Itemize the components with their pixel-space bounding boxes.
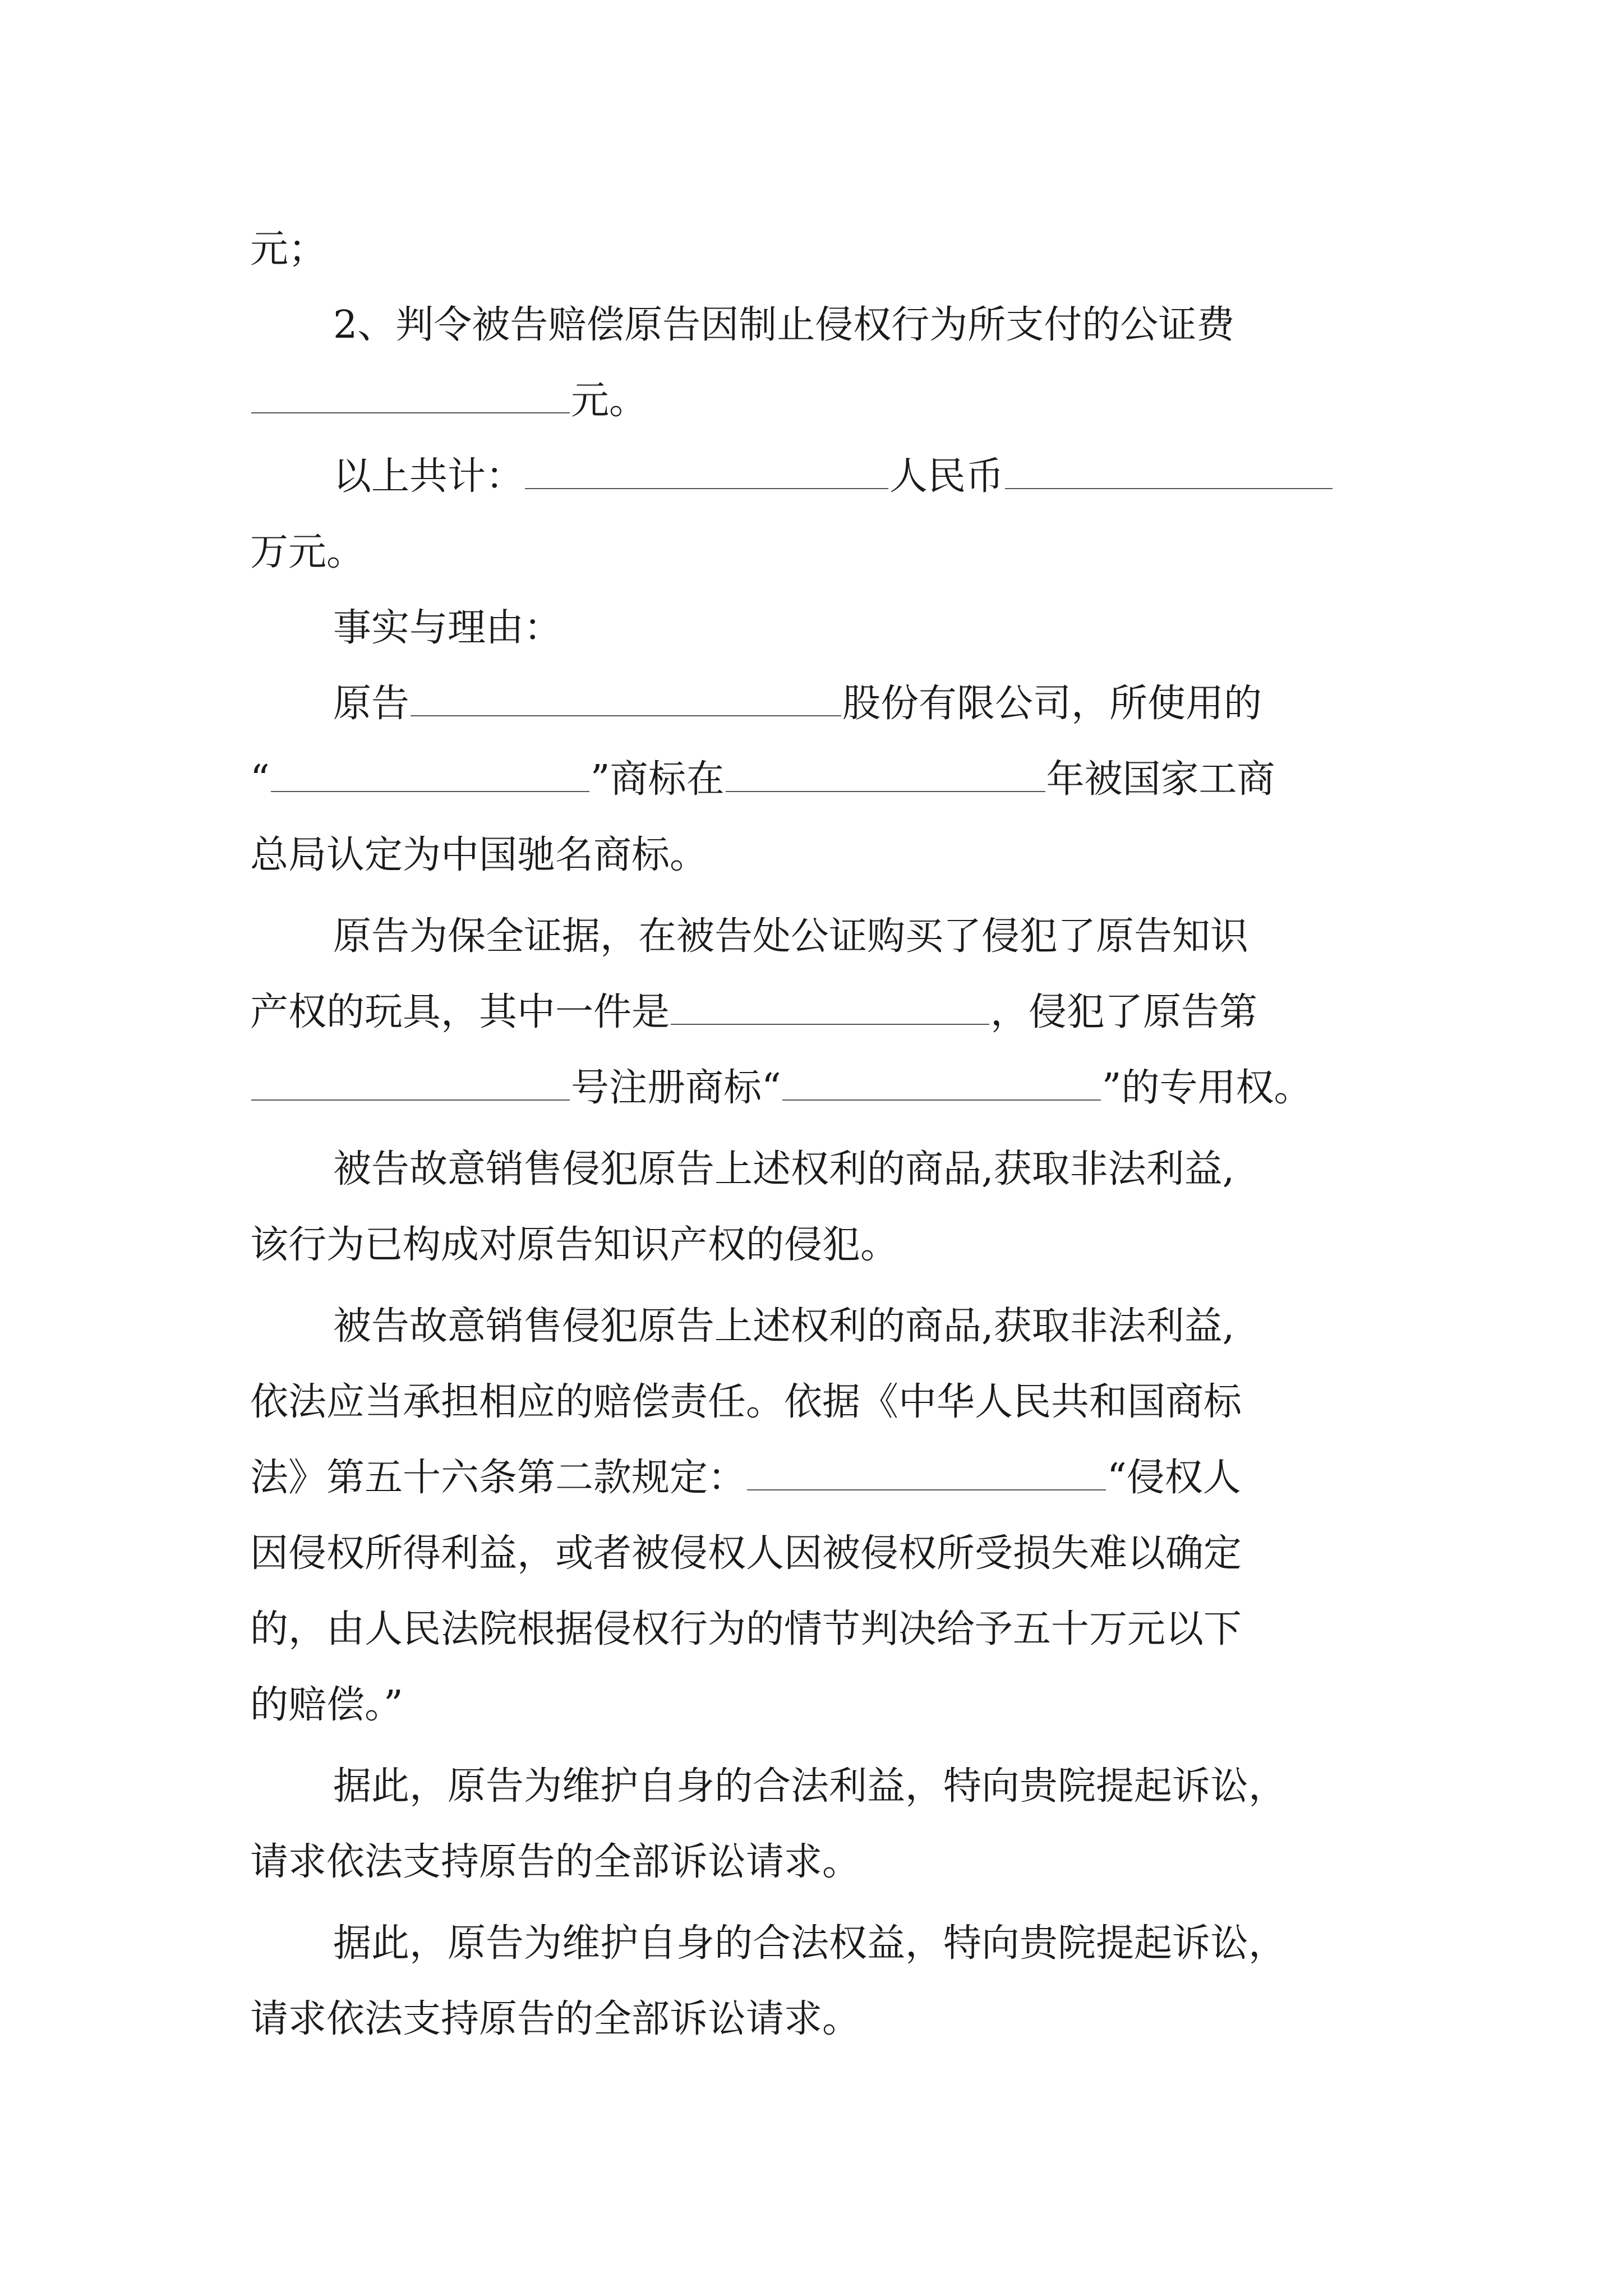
text-line xyxy=(250,208,1389,292)
text-segment: 2、判令被告赔偿原告因制止侵权行为所支付的公证费 xyxy=(333,303,1235,347)
fill-in-blank xyxy=(525,455,888,489)
text-line xyxy=(250,970,1389,1055)
text-segment: 号注册商标“ xyxy=(571,1066,781,1110)
text-line xyxy=(250,1745,1389,1829)
text-segment: 请求依法支持原告的全部诉讼请求。 xyxy=(250,1997,861,2041)
text-segment: ”商标在 xyxy=(590,757,725,802)
text-segment: 法》第五十六条第二款规定： xyxy=(250,1456,746,1500)
text-segment: 万元。 xyxy=(250,530,365,574)
text-segment: 请求依法支持原告的全部诉讼请求。 xyxy=(250,1840,861,1884)
text-segment: ”的专用权。 xyxy=(1101,1066,1312,1110)
fill-in-blank xyxy=(782,1067,1101,1101)
text-segment: 因侵权所得利益，或者被侵权人因被侵权所受损失难以确定 xyxy=(250,1531,1242,1576)
text-segment: 事实与理由： xyxy=(333,606,562,650)
text-line xyxy=(250,1977,1389,2062)
text-segment: 的赔偿。” xyxy=(250,1683,403,1727)
text-line xyxy=(250,435,1389,519)
text-segment: 该行为已构成对原告知识产权的侵犯。 xyxy=(250,1223,899,1267)
text-line xyxy=(250,895,1389,979)
text-segment: 被告故意销售侵犯原告上述权利的商品,获取非法利益, xyxy=(333,1304,1235,1349)
text-line xyxy=(250,1663,1389,1747)
text-segment: 据此，原告为维护自身的合法利益，特向贵院提起诉讼， xyxy=(333,1764,1287,1809)
text-line xyxy=(250,359,1389,443)
fill-in-blank xyxy=(671,991,989,1025)
fill-in-blank xyxy=(747,1457,1106,1490)
text-line xyxy=(250,1902,1389,1986)
text-segment: 原告为保全证据，在被告处公证购买了侵犯了原告知识 xyxy=(333,914,1249,959)
fill-in-blank xyxy=(411,683,841,716)
text-segment: 的，由人民法院根据侵权行为的情节判决给予五十万元以下 xyxy=(250,1607,1242,1651)
text-line xyxy=(250,1512,1389,1596)
text-line xyxy=(250,1046,1389,1130)
text-segment: 依法应当承担相应的赔偿责任。依据《中华人民共和国商标 xyxy=(250,1380,1242,1424)
text-segment: 元； xyxy=(250,227,327,272)
text-line xyxy=(250,813,1389,898)
text-line xyxy=(250,1285,1389,1369)
text-segment: “侵权人 xyxy=(1107,1456,1241,1500)
text-segment: 股份有限公司，所使用的 xyxy=(842,682,1262,726)
text-line xyxy=(250,586,1389,670)
text-segment: 以上共计： xyxy=(333,454,524,499)
text-line xyxy=(250,1436,1389,1520)
text-segment: 被告故意销售侵犯原告上述权利的商品,获取非法利益, xyxy=(333,1147,1235,1191)
text-line xyxy=(250,738,1389,822)
text-segment: ，侵犯了原告第 xyxy=(990,990,1258,1034)
text-segment: 产权的玩具，其中一件是 xyxy=(250,990,670,1034)
text-segment: 据此，原告为维护自身的合法权益，特向贵院提起诉讼， xyxy=(333,1921,1287,1966)
text-segment: 原告 xyxy=(333,682,410,726)
fill-in-blank xyxy=(271,758,589,792)
text-line xyxy=(250,1128,1389,1212)
text-segment: “ xyxy=(250,757,270,802)
text-segment: 总局认定为中国驰名商标。 xyxy=(250,833,708,877)
text-line xyxy=(250,1203,1389,1287)
text-line xyxy=(250,1360,1389,1444)
text-line xyxy=(250,1820,1389,1904)
fill-in-blank xyxy=(726,758,1045,792)
fill-in-blank xyxy=(1005,455,1332,489)
text-line xyxy=(250,510,1389,595)
text-segment: 人民币 xyxy=(889,454,1004,499)
fill-in-blank xyxy=(251,380,570,413)
text-line xyxy=(250,283,1389,367)
text-segment: 元。 xyxy=(571,379,648,423)
text-line xyxy=(250,662,1389,746)
fill-in-blank xyxy=(251,1067,570,1101)
text-line xyxy=(250,1588,1389,1672)
text-segment: 年被国家工商 xyxy=(1046,757,1275,802)
